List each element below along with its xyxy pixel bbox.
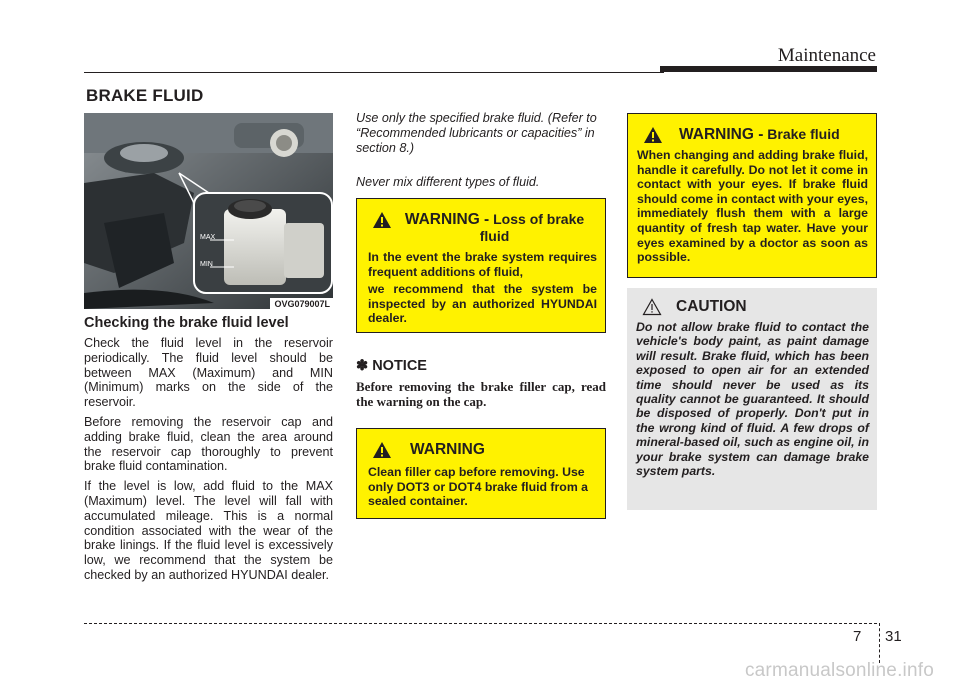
notice-icon: ✽ [356, 358, 369, 374]
caution-box [627, 288, 877, 510]
caution-title [636, 298, 869, 316]
warning-loss-of-fluid [356, 198, 606, 333]
header-rule [84, 72, 664, 73]
checking-heading: Checking the brake fluid level [84, 315, 289, 331]
fluid-spec-text [356, 111, 606, 209]
min-mark-label: MIN [200, 261, 213, 268]
max-mark-label: MAX [200, 234, 216, 241]
warning-triangle-icon [643, 126, 663, 144]
fluid-mix-paragraph: Never mix different types of fluid. [356, 175, 540, 189]
caution-label: CAUTION [676, 298, 747, 315]
notice-label: NOTICE [372, 358, 427, 374]
warning-body [368, 250, 597, 326]
checking-body [84, 336, 333, 588]
engine-bay-photo [84, 113, 333, 309]
warning-body: When changing and adding brake fluid, handle it carefully. Do not let it come in contact with your eyes. If brake fluid should come in contact with your eyes, immediately flush them with a large quantity of fresh tap water. Have your eyes examined by a doctor as soon as possible. [637, 148, 868, 265]
warning-brake-fluid [627, 113, 877, 278]
checking-paragraph: Before removing the reservoir cap and adding brake fluid, clean the area around the reservoir cap thoroughly to prevent brake fluid contamination. [84, 414, 333, 474]
photo-code: OVG079007L [270, 298, 333, 309]
brake-reservoir-illustration [84, 113, 333, 309]
header-rule-bold [660, 66, 877, 72]
warning-body: Clean filler cap before removing. Use only DOT3 or DOT4 brake fluid from a sealed container. [368, 465, 589, 509]
warning-paragraph: In the event the brake system requires frequent additions of fluid, [368, 250, 597, 279]
caution-triangle-icon [642, 298, 662, 316]
warning-triangle-icon [372, 441, 392, 459]
warning-filler-cap [356, 428, 606, 519]
section-title: Maintenance [777, 45, 876, 66]
page-number: 31 [885, 628, 902, 645]
warning-title [637, 126, 868, 144]
warning-label: WARNING [410, 441, 485, 458]
footer-rule [84, 623, 877, 624]
checking-paragraph: Check the fluid level in the reservoir periodically. The fluid level should be between MAX (Maximum) and MIN (Minimum) marks on the side of the reservoir. [84, 336, 333, 410]
warning-subject: Brake fluid [767, 126, 840, 142]
fluid-spec-paragraph: Use only the specified brake fluid. (Refer to “Recommended lubricants or capacities” in section 8.) [356, 111, 597, 155]
page-heading: BRAKE FLUID [86, 86, 204, 105]
checking-paragraph: If the level is low, add fluid to the MAX (Maximum) level. The level will fall with accumulated mileage. This is a normal condition associated with the wear of the brake linings. If the fluid level is excessively low, we recommend that the system be checked by an authorized HYUNDAI dealer. [84, 479, 333, 582]
warning-label: WARNING - [404, 211, 490, 228]
warning-subject: Loss of brake fluid [479, 211, 585, 244]
warning-title [368, 441, 597, 459]
warning-triangle-icon [372, 211, 392, 229]
warning-label: WARNING - [679, 126, 764, 143]
warning-paragraph: we recommend that the system be inspected by an authorized HYUNDAI dealer. [368, 282, 597, 326]
chapter-number: 7 [853, 628, 862, 645]
warning-title [368, 211, 597, 244]
notice-body: Before removing the brake filler cap, read the warning on the cap. [356, 379, 606, 409]
notice-title [356, 358, 427, 374]
caution-body: Do not allow brake fluid to contact the vehicle's body paint, as paint damage will result. Brake fluid, which has been exposed to open air for an extended time should never be used as its quality cannot be guaranteed. It should be disposed of properly. Don't put in the wrong kind of fluid. A few drops of mineral-based oil, such as engine oil, in your brake system can damage brake system parts. [636, 320, 869, 479]
watermark: carmanualsonline.info [744, 660, 934, 681]
footer-divider [879, 623, 880, 663]
